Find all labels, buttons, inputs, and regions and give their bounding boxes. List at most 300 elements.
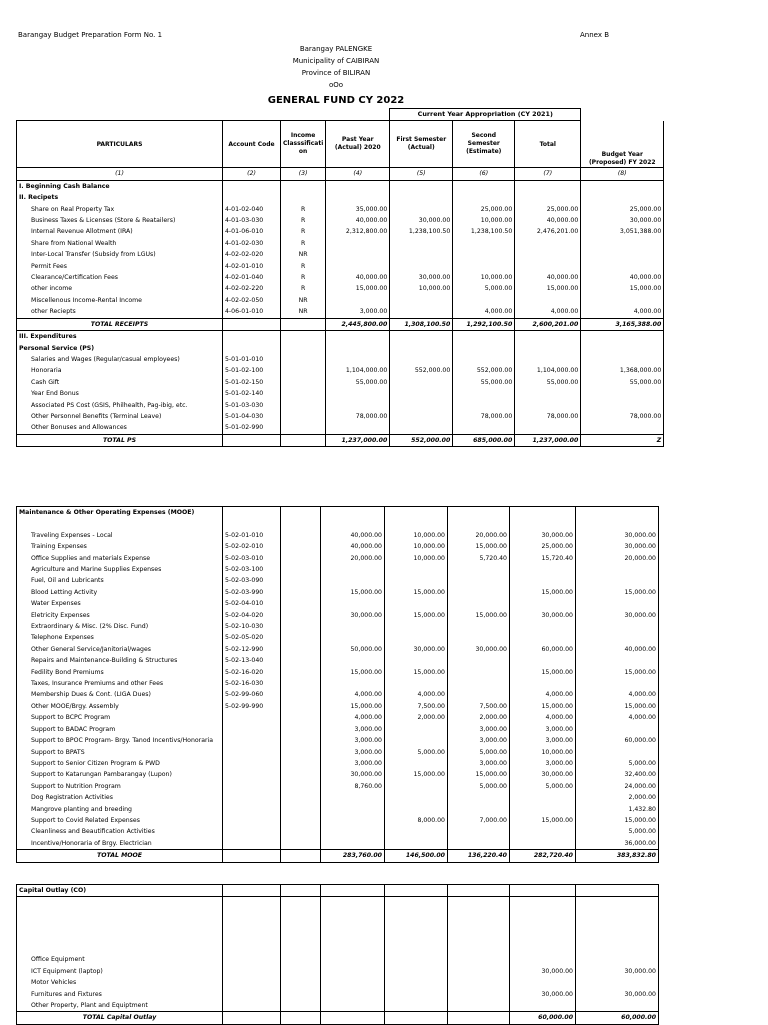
past-year-cell: 40,000.00: [321, 541, 385, 552]
second-sem-cell: [448, 632, 510, 643]
second-sem-cell: 30,000.00: [448, 644, 510, 655]
account-code-cell: [223, 724, 281, 735]
first-sem-cell: [385, 724, 448, 735]
table-row: [17, 655, 659, 666]
past-year-cell: 30,000.00: [321, 610, 385, 621]
past-year-cell: 2,312,800.00: [326, 226, 390, 237]
past-year-cell: 50,000.00: [321, 644, 385, 655]
first-sem-cell: [385, 792, 448, 803]
total-mooe-row: [17, 850, 659, 862]
particular-cell: Blood Letting Activity: [17, 587, 223, 598]
total-cell: [510, 977, 576, 988]
col-number: (2): [223, 168, 281, 180]
second-sem-cell: [448, 621, 510, 632]
account-code-cell: [223, 747, 281, 758]
table-row: [17, 541, 659, 552]
income-class-cell: [281, 388, 326, 399]
column-number-row: [17, 168, 664, 180]
account-code-cell: 5-01-02-150: [223, 377, 281, 388]
past-year-cell: [321, 792, 385, 803]
particular-cell: ICT Equipment (laptop): [17, 966, 223, 977]
current-year-header: Current Year Appropriation (CY 2021): [390, 109, 581, 121]
total-cell: 15,000.00: [510, 815, 576, 826]
first-sem-cell: 552,000.00: [390, 365, 453, 376]
budget-year-cell: 2,000.00: [576, 792, 659, 803]
table-row: [17, 422, 664, 434]
account-code-cell: [223, 769, 281, 780]
past-year-cell: [326, 261, 390, 272]
second-sem-cell: 7,500.00: [448, 701, 510, 712]
table-row: [17, 215, 664, 226]
account-code-cell: 4-02-02-050: [223, 295, 281, 306]
first-sem-cell: [385, 838, 448, 850]
section-row: [17, 180, 664, 192]
table-row: [17, 587, 659, 598]
account-code-cell: 5-01-01-010: [223, 354, 281, 365]
past-year-cell: 35,000.00: [326, 204, 390, 215]
total-label: TOTAL PS: [17, 434, 223, 446]
first-sem-cell: [390, 306, 453, 318]
income-class-cell: [281, 804, 321, 815]
budget-year-cell: 5,000.00: [576, 758, 659, 769]
table-row: [17, 678, 659, 689]
header-top-row: [17, 109, 664, 121]
budget-year-cell: [576, 564, 659, 575]
total-cell: 30,000.00: [510, 610, 576, 621]
budget-year-cell: [581, 261, 664, 272]
first-sem-cell: [390, 238, 453, 249]
table-row: [17, 411, 664, 422]
total-cell: [510, 804, 576, 815]
first-sem-cell: 30,000.00: [385, 644, 448, 655]
total-cell: 78,000.00: [515, 411, 581, 422]
budget-year-cell: [576, 678, 659, 689]
budget-year-cell: [581, 400, 664, 411]
past-year-cell: [321, 598, 385, 609]
first-sem-cell: [390, 295, 453, 306]
second-sem-cell: 7,000.00: [448, 815, 510, 826]
form-number: Barangay Budget Preparation Form No. 1: [18, 31, 163, 39]
first-sem-cell: [390, 411, 453, 422]
particular-cell: Office Supplies and materials Expense: [17, 553, 223, 564]
past-year-cell: [326, 422, 390, 434]
total-past: [321, 1012, 385, 1024]
particular-cell: Other MOOE/Brgy. Assembly: [17, 701, 223, 712]
budget-year-cell: 25,000.00: [581, 204, 664, 215]
account-code-cell: 5-02-03-990: [223, 587, 281, 598]
total-cell: 40,000.00: [515, 272, 581, 283]
income-class-cell: R: [281, 283, 326, 294]
first-sem-cell: [385, 598, 448, 609]
second-sem-cell: [448, 792, 510, 803]
budget-year-cell: [581, 354, 664, 365]
budget-table-mooe: [16, 506, 659, 863]
total-past: 283,760.00: [321, 850, 385, 862]
first-sem-cell: 2,000.00: [385, 712, 448, 723]
total-total: 2,600,201.00: [515, 318, 581, 330]
past-year-cell: [321, 655, 385, 666]
second-sem-cell: [448, 575, 510, 586]
second-sem-cell: 55,000.00: [453, 377, 515, 388]
total-cell: 30,000.00: [510, 989, 576, 1000]
table-row: [17, 792, 659, 803]
income-class-cell: [281, 411, 326, 422]
table-row: [17, 272, 664, 283]
table-row: [17, 966, 659, 977]
spacer-row: [17, 897, 659, 909]
first-sem-cell: [390, 261, 453, 272]
budget-year-cell: [576, 954, 659, 965]
total-cell: [510, 792, 576, 803]
first-sem-cell: [390, 422, 453, 434]
section-row: [17, 331, 664, 343]
total-cell: [510, 838, 576, 850]
spacer-row: [17, 920, 659, 931]
total-budget: 3,165,388.00: [581, 318, 664, 330]
past-year-cell: 1,104,000.00: [326, 365, 390, 376]
particular-cell: Repairs and Maintenance-Building & Structures: [17, 655, 223, 666]
spacer-row: [17, 909, 659, 920]
budget-year-cell: 5,000.00: [576, 826, 659, 837]
income-class-cell: [281, 678, 321, 689]
income-class-cell: [281, 712, 321, 723]
income-class-cell: [281, 758, 321, 769]
total-total: 60,000.00: [510, 1012, 576, 1024]
particular-cell: Business Taxes & Licenses (Store & Reatailers): [17, 215, 223, 226]
first-sem-cell: 30,000.00: [390, 215, 453, 226]
second-sem-cell: 2,000.00: [448, 712, 510, 723]
past-year-cell: [321, 678, 385, 689]
first-sem-cell: [385, 564, 448, 575]
first-sem-cell: [385, 655, 448, 666]
budget-year-cell: 15,000.00: [576, 701, 659, 712]
second-sem-cell: [448, 826, 510, 837]
total-cell: [510, 655, 576, 666]
total-cell: 3,000.00: [510, 735, 576, 746]
total-first: [385, 1012, 448, 1024]
account-code-cell: 5-01-02-140: [223, 388, 281, 399]
second-sem-cell: [448, 804, 510, 815]
table-row: [17, 388, 664, 399]
second-sem-cell: [453, 261, 515, 272]
income-class-cell: [281, 701, 321, 712]
budget-year-cell: 15,000.00: [581, 283, 664, 294]
budget-year-cell: 24,000.00: [576, 781, 659, 792]
second-sem-cell: [453, 354, 515, 365]
total-second: 1,292,100.50: [453, 318, 515, 330]
past-year-cell: 15,000.00: [321, 587, 385, 598]
budget-year-cell: 15,000.00: [576, 667, 659, 678]
account-code-cell: 5-02-05-020: [223, 632, 281, 643]
second-sem-header: Second Semester (Estimate): [453, 121, 515, 168]
particular-cell: Other Property, Plant and Equiptment: [17, 1000, 223, 1012]
particular-cell: Support to Nutrition Program: [17, 781, 223, 792]
particular-cell: Miscellenous Income-Rental Income: [17, 295, 223, 306]
particular-cell: Telephone Expenses: [17, 632, 223, 643]
second-sem-cell: [448, 564, 510, 575]
particular-cell: Membership Dues & Cont. (LIGA Dues): [17, 689, 223, 700]
total-cell: 55,000.00: [515, 377, 581, 388]
particular-cell: Taxes, Insurance Premiums and other Fees: [17, 678, 223, 689]
past-year-cell: 8,760.00: [321, 781, 385, 792]
first-sem-header: First Semester (Actual): [390, 121, 453, 168]
table-row: [17, 758, 659, 769]
past-year-cell: [326, 388, 390, 399]
budget-year-cell: [576, 621, 659, 632]
total-cell: [510, 954, 576, 965]
income-class-cell: NR: [281, 306, 326, 318]
budget-year-cell: 78,000.00: [581, 411, 664, 422]
income-class-cell: [281, 815, 321, 826]
income-class-cell: [281, 377, 326, 388]
table-row: [17, 598, 659, 609]
particular-cell: Fuel, Oil and Lubricants: [17, 575, 223, 586]
total-cell: 15,000.00: [510, 587, 576, 598]
first-sem-cell: 7,500.00: [385, 701, 448, 712]
particular-cell: Associated PS Cost (GSIS, Philhealth, Pag-ibig, etc.: [17, 400, 223, 411]
first-sem-cell: 15,000.00: [385, 667, 448, 678]
past-year-cell: [321, 804, 385, 815]
income-class-cell: [281, 644, 321, 655]
total-cell: 15,000.00: [510, 667, 576, 678]
account-code-cell: 5-01-02-990: [223, 422, 281, 434]
table-row: [17, 954, 659, 965]
table-row: [17, 735, 659, 746]
spacer-row: [17, 932, 659, 943]
total-cell: 2,476,201.00: [515, 226, 581, 237]
past-year-cell: [321, 564, 385, 575]
total-cell: [510, 575, 576, 586]
budget-table-main: [16, 108, 664, 447]
spacer-row: [17, 943, 659, 954]
first-sem-cell: [385, 632, 448, 643]
table-row: [17, 989, 659, 1000]
income-class-cell: [281, 781, 321, 792]
second-sem-cell: 552,000.00: [453, 365, 515, 376]
income-class-cell: [281, 541, 321, 552]
budget-year-cell: 40,000.00: [576, 644, 659, 655]
income-class-cell: [281, 587, 321, 598]
total-cell: 3,000.00: [510, 724, 576, 735]
income-class-cell: [281, 553, 321, 564]
section-row: [17, 885, 659, 897]
particular-cell: Other Personnel Benefits (Terminal Leave): [17, 411, 223, 422]
particular-cell: Support to Senior Citizen Program & PWD: [17, 758, 223, 769]
table-row: [17, 249, 664, 260]
budget-year-cell: 15,000.00: [576, 815, 659, 826]
account-code-cell: 4-02-01-040: [223, 272, 281, 283]
total-cell: 15,000.00: [515, 283, 581, 294]
total-total: 282,720.40: [510, 850, 576, 862]
budget-year-cell: 40,000.00: [581, 272, 664, 283]
table-row: [17, 781, 659, 792]
past-year-cell: 3,000.00: [321, 747, 385, 758]
account-code-cell: 5-02-10-030: [223, 621, 281, 632]
income-class-cell: [281, 422, 326, 434]
past-year-cell: [326, 249, 390, 260]
total-cell: [515, 422, 581, 434]
past-year-cell: [321, 621, 385, 632]
table-row: [17, 804, 659, 815]
budget-year-cell: 30,000.00: [581, 215, 664, 226]
table-row: [17, 724, 659, 735]
second-sem-cell: 3,000.00: [448, 735, 510, 746]
particular-cell: Inter-Local Transfer (Subsidy from LGUs): [17, 249, 223, 260]
particular-cell: Training Expenses: [17, 541, 223, 552]
table-row: [17, 815, 659, 826]
second-sem-cell: 15,000.00: [448, 610, 510, 621]
income-class-cell: R: [281, 226, 326, 237]
account-code-cell: 4-02-01-010: [223, 261, 281, 272]
particular-cell: Support to Covid Related Expenses: [17, 815, 223, 826]
col-number: (4): [326, 168, 390, 180]
particulars-header: PARTICULARS: [17, 121, 223, 168]
budget-year-cell: [576, 632, 659, 643]
general-fund-title: GENERAL FUND CY 2022: [267, 95, 405, 106]
total-cell: [510, 564, 576, 575]
municipality-name: Municipality of CAIBIRAN: [292, 57, 380, 65]
second-sem-cell: 3,000.00: [448, 758, 510, 769]
past-year-cell: 3,000.00: [321, 735, 385, 746]
budget-year-cell: 3,051,388.00: [581, 226, 664, 237]
budget-year-cell: 15,000.00: [576, 587, 659, 598]
budget-year-cell: 20,000.00: [576, 553, 659, 564]
budget-year-cell: 4,000.00: [576, 712, 659, 723]
total-cell: [510, 621, 576, 632]
past-year-cell: 15,000.00: [321, 701, 385, 712]
account-code-cell: 5-02-03-100: [223, 564, 281, 575]
total-past: 2,445,800.00: [326, 318, 390, 330]
total-past: 1,237,000.00: [326, 434, 390, 446]
total-label: TOTAL RECEIPTS: [17, 318, 223, 330]
first-sem-cell: [385, 758, 448, 769]
budget-year-cell: 32,400.00: [576, 769, 659, 780]
budget-year-cell: 30,000.00: [576, 530, 659, 541]
col-number: (5): [390, 168, 453, 180]
past-year-cell: 40,000.00: [326, 272, 390, 283]
income-class-cell: [281, 747, 321, 758]
total-cell: [515, 388, 581, 399]
second-sem-cell: 3,000.00: [448, 724, 510, 735]
account-code-cell: 5-02-02-010: [223, 541, 281, 552]
past-year-cell: 30,000.00: [321, 769, 385, 780]
section-row: [17, 507, 659, 519]
ooo-divider: oOo: [328, 81, 344, 89]
account-code-cell: 5-02-13-040: [223, 655, 281, 666]
total-label: TOTAL Capital Outlay: [17, 1012, 223, 1024]
income-class-cell: R: [281, 272, 326, 283]
spacer-row: [17, 518, 659, 529]
particular-cell: Other General Service/Janitorial/wages: [17, 644, 223, 655]
budget-year-cell: [581, 295, 664, 306]
income-class-cell: R: [281, 238, 326, 249]
budget-year-cell: 4,000.00: [576, 689, 659, 700]
total-header: Total: [515, 121, 581, 168]
second-sem-cell: 20,000.00: [448, 530, 510, 541]
table-row: [17, 689, 659, 700]
first-sem-cell: [385, 826, 448, 837]
second-sem-cell: [448, 678, 510, 689]
past-year-cell: 55,000.00: [326, 377, 390, 388]
past-year-cell: [326, 354, 390, 365]
budget-year-cell: [581, 388, 664, 399]
particular-cell: Agriculture and Marine Supplies Expenses: [17, 564, 223, 575]
table-row: [17, 747, 659, 758]
total-cell: 25,000.00: [515, 204, 581, 215]
past-year-cell: [321, 632, 385, 643]
past-year-cell: 20,000.00: [321, 553, 385, 564]
past-year-cell: [321, 575, 385, 586]
table-row: [17, 377, 664, 388]
budget-year-cell: [581, 238, 664, 249]
income-class-cell: R: [281, 215, 326, 226]
account-code-cell: [223, 792, 281, 803]
past-year-cell: 15,000.00: [321, 667, 385, 678]
table-row: [17, 354, 664, 365]
col-number: (1): [17, 168, 223, 180]
particular-cell: Year End Bonus: [17, 388, 223, 399]
particular-cell: Mangrove planting and breeding: [17, 804, 223, 815]
total-cell: 5,000.00: [510, 781, 576, 792]
total-co-row: [17, 1012, 659, 1024]
account-code-cell: [223, 826, 281, 837]
first-sem-cell: 10,000.00: [385, 553, 448, 564]
particular-cell: Extraordinary & Misc. (2% Disc. Fund): [17, 621, 223, 632]
first-sem-cell: [390, 354, 453, 365]
account-code-cell: [223, 758, 281, 769]
total-cell: 40,000.00: [515, 215, 581, 226]
second-sem-cell: [453, 295, 515, 306]
account-code-cell: 5-02-16-030: [223, 678, 281, 689]
budget-year-cell: 30,000.00: [576, 989, 659, 1000]
account-code-cell: [223, 781, 281, 792]
account-code-cell: [223, 735, 281, 746]
total-cell: 30,000.00: [510, 769, 576, 780]
income-class-cell: [281, 655, 321, 666]
particular-cell: other income: [17, 283, 223, 294]
total-receipts-row: [17, 318, 664, 330]
first-sem-cell: 1,238,100.50: [390, 226, 453, 237]
total-cell: 25,000.00: [510, 541, 576, 552]
past-year-cell: [326, 295, 390, 306]
total-cell: 15,000.00: [510, 701, 576, 712]
account-code-cell: 5-02-04-010: [223, 598, 281, 609]
budget-year-cell: 1,368,000.00: [581, 365, 664, 376]
total-second: [448, 1012, 510, 1024]
account-code-cell: [223, 838, 281, 850]
past-year-cell: 3,000.00: [321, 724, 385, 735]
table-row: [17, 261, 664, 272]
past-year-cell: 40,000.00: [326, 215, 390, 226]
table-row: [17, 644, 659, 655]
barangay-heading: [0, 43, 672, 91]
account-code-cell: 4-01-06-010: [223, 226, 281, 237]
past-year-cell: 3,000.00: [326, 306, 390, 318]
table-row: [17, 769, 659, 780]
income-class-cell: R: [281, 204, 326, 215]
past-year-cell: [321, 826, 385, 837]
budget-year-cell: [581, 422, 664, 434]
second-sem-cell: [448, 598, 510, 609]
past-year-cell: 78,000.00: [326, 411, 390, 422]
budget-year-cell: 60,000.00: [576, 735, 659, 746]
income-class-cell: NR: [281, 249, 326, 260]
account-code-cell: 4-01-02-040: [223, 204, 281, 215]
total-second: 685,000.00: [453, 434, 515, 446]
total-total: 1,237,000.00: [515, 434, 581, 446]
account-code-cell: 5-02-04-020: [223, 610, 281, 621]
income-class-cell: [281, 826, 321, 837]
